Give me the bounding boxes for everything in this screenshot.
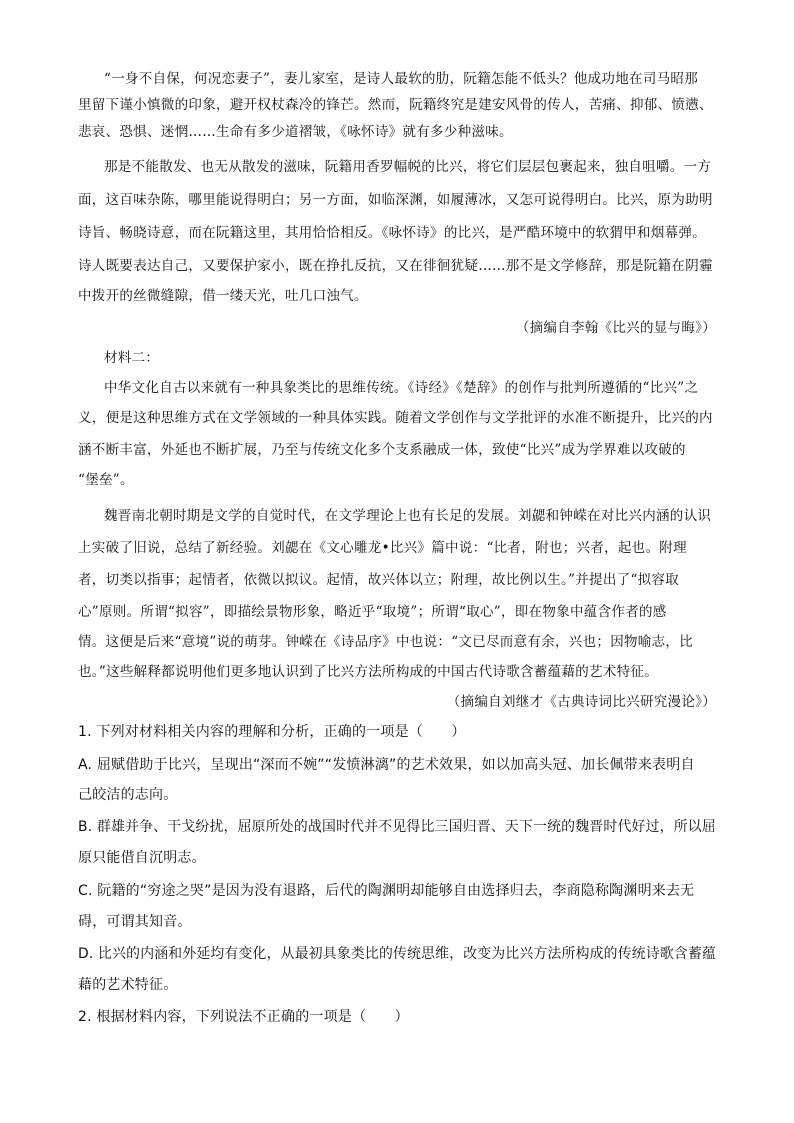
text-line: 里留下谨小慎微的印象，避开权杖森冷的锋芒。然而，阮籍终究是建安风骨的传人，苦痛、抑郁、愤懑、 (78, 97, 713, 113)
text-line: “一身不自保，何况恋妻子”，妻儿家室，是诗人最软的肋，阮籍怎能不低头？他成功地在司马昭那 (104, 71, 699, 87)
option-a-line: A. 屈赋借助于比兴，呈现出“深而不婉”“发愤淋漓”的艺术效果，如以加高头冠、加长佩带来表明自 (78, 757, 695, 773)
text-line: 情。这便是后来“意境”说的萌芽。钟嵘在《诗品序》中也说：“文已尽而意有余，兴也；因物喻志，比 (78, 634, 694, 650)
text-line: 义，便是这种思维方式在文学领域的一种具体实践。随着文学创作与文学批评的水准不断提升，比兴的内 (78, 410, 713, 426)
text-line: 魏晋南北朝时期是文学的自觉时代，在文学理论上也有长足的发展。刘勰和钟嵘在对比兴内涵的认识 (104, 508, 712, 524)
text-line: “堡垒”。 (78, 472, 134, 488)
question-2: 2. 根据材料内容，下列说法不正确的一项是（ ） (78, 1009, 409, 1025)
text-line: 面，这百味杂陈，哪里能说得明白；另一方面，如临深渊，如履薄冰，又怎可说得明白。比兴，原为助明 (78, 192, 713, 208)
text-line: 悲哀、恐惧、迷惘……生命有多少道褶皱，《咏怀诗》就有多少种滋味。 (78, 124, 513, 140)
question-1: 1. 下列对材料相关内容的理解和分析，正确的一项是（ ） (78, 724, 466, 740)
source-citation: （摘编自刘继才《古典诗词比兴研究漫论》） (446, 694, 716, 710)
text-line: 中华文化自古以来就有一种具象类比的思维传统。《诗经》《楚辞》的创作与批判所遵循的“比兴”之 (104, 380, 699, 396)
text-line: 涵不断丰富，外延也不断扩展，乃至与传统文化多个支系融成一体，致使“比兴”成为学界难以攻破的 (78, 442, 686, 458)
option-a-line: 己皎洁的志向。 (78, 787, 178, 803)
text-line: 也。”这些解释都说明他们更多地认识到了比兴方法所构成的中国古代诗歌含蓄蕴藉的艺术特征。 (78, 664, 659, 680)
option-b-line: 原只能借自沉明志。 (78, 850, 206, 866)
text-line: 诗人既要表达自己，又要保护家小，既在挣扎反抗，又在徘徊犹疑……那不是文学修辞，那是阮籍在阴霾 (78, 258, 713, 274)
text-line: 者，切类以指事；起情者，依微以拟议。起情，故兴体以立；附理，故比例以生。”并提出了“拟容取 (78, 572, 680, 588)
option-c-line: C. 阮籍的“穷途之哭”是因为没有退路，后代的陶渊明却能够自由选择归去，李商隐称陶渊明来去无 (78, 883, 695, 899)
option-d-line: D. 比兴的内涵和外延均有变化，从最初具象类比的传统思维，改变为比兴方法所构成的传统诗歌含蓄蕴 (78, 946, 717, 962)
option-d-line: 藉的艺术特征。 (78, 977, 178, 993)
source-citation: （摘编自李翰《比兴的显与晦》） (515, 320, 716, 336)
text-line: 上实破了旧说，总结了新经验。刘勰在《文心雕龙•比兴》篇中说：“比者，附也；兴者，起也。附理 (78, 540, 687, 556)
text-line: 诗旨、畅晓诗意，而在阮籍这里，其用恰恰相反。《咏怀诗》的比兴，是严酷环境中的软猬甲和烟幕弹。 (78, 225, 707, 241)
text-line: 中拨开的丝微缝隙，借一缕天光，吐几口浊气。 (78, 288, 368, 304)
text-line: 心”原则。所谓“拟容”，即描绘景物形象，略近乎“取境”；所谓“取心”，即在物象中蕴含作者的感 (78, 604, 667, 620)
text-line: 那是不能散发、也无从散发的滋味，阮籍用香罗幅帨的比兴，将它们层层包裹起来，独自咀嚼。一方 (104, 159, 712, 175)
option-b-line: B. 群雄并争、干戈纷扰，屈原所处的战国时代并不见得比三国归晋、天下一统的魏晋时代好过，所以屈 (78, 819, 716, 835)
section-heading: 材料二： (104, 350, 160, 366)
option-c-line: 碍，可谓其知音。 (78, 914, 192, 930)
